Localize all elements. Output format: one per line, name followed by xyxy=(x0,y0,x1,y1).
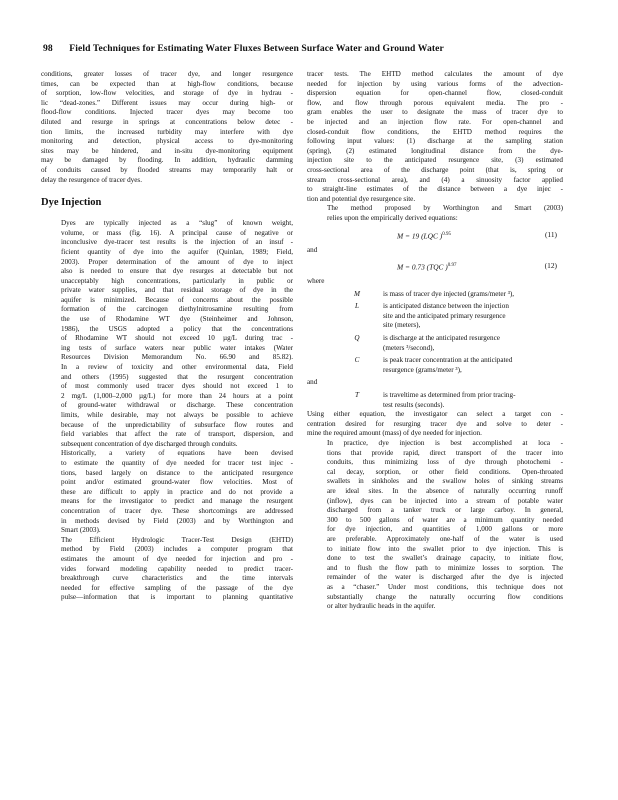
left-column xyxy=(41,70,293,603)
text-line: injection site to the anticipated resurgence site, (3) estimated xyxy=(307,156,563,165)
text-line: stream cross-sectional area), and (4) a sinuosity factor applied xyxy=(307,175,563,184)
text-line: ing tests of surface waters near public water intakes (Water xyxy=(61,343,293,352)
text-line: In practice, dye injection is best accomplished at loca - xyxy=(327,439,563,447)
text-line: substantially change the naturally occurring flow conditions xyxy=(327,592,563,601)
running-header xyxy=(43,43,444,54)
text-line: remainder of the water is discharged after the dye is injected xyxy=(327,573,563,582)
paragraph-right-1 xyxy=(307,70,563,204)
text-line: (meters ³/second), xyxy=(383,343,435,352)
text-line: following input values: (1) discharge at the sampling station xyxy=(307,137,563,146)
conjunction-and-2: and xyxy=(307,378,318,387)
text-line: site and the anticipated primary resurgence xyxy=(383,311,506,320)
text-line: are preferable. Approximately one-half of the water is used xyxy=(327,534,563,543)
text-line: Dyes are typically injected as a “slug” of known weight, xyxy=(61,219,293,228)
text-line: as a “chaser.” Under most conditions, this technique does not xyxy=(327,582,563,591)
text-line: cal decay, sorption, or other field conditions. Open-throated xyxy=(327,467,563,476)
equation-12-exponent: 0.97 xyxy=(447,263,457,269)
text-line: is mass of tracer dye injected (grams/meter ³), xyxy=(383,289,515,298)
equation-11-formula: M = 19 (LQC ) xyxy=(397,230,443,240)
text-line: because of the unpredictability of subsurface flow routes and xyxy=(61,420,293,429)
equation-11-number: (11) xyxy=(544,229,557,239)
text-line: diluted and resurge in springs at concentrations below detec - xyxy=(41,117,293,126)
text-line: of most commonly used tracer dyes should not exceed 1 to xyxy=(61,382,293,391)
text-line: to straight-line estimates of the distance between a dye injec - xyxy=(307,185,563,194)
text-line: swallets in sinkholes and the swallow holes of sinking streams xyxy=(327,477,563,486)
text-line: of sorption, low-flow velocities, and storage of dye in hydrau - xyxy=(41,89,293,98)
definition-M xyxy=(307,290,563,300)
text-line: also is needed to ensure that dye resurges at detectable but not xyxy=(61,267,293,276)
text-line: and others (1995) suggested that the resurgent concentration xyxy=(61,372,293,381)
section-heading-dye-injection: Dye Injection xyxy=(41,197,102,209)
text-line: private water supplies, and that residual storage of dye in the xyxy=(61,286,293,295)
definition-T xyxy=(307,391,563,410)
paragraph-left-1 xyxy=(41,70,293,185)
text-line: times, can be expected than at high-flow conditions, because xyxy=(41,79,293,88)
text-line: estimates the amount of dye needed for injection and pro - xyxy=(61,554,293,563)
definition-Q xyxy=(307,334,563,353)
text-line: is traveltime as determined from prior tracing- xyxy=(383,391,516,400)
text-line: The method proposed by Worthington and Smart (2003) xyxy=(327,204,563,213)
paragraph-left-4 xyxy=(41,536,293,603)
text-line: closed-conduit flow conditions, the EHTD method requires the xyxy=(307,127,563,136)
text-line: Resources Division Memorandum No. 66.90 and 85.82). xyxy=(61,353,293,362)
text-line: these are difficult to apply in practice and do not provide a xyxy=(61,487,293,496)
text-line: centration desired for resurging tracer dye and solve to deter - xyxy=(307,419,563,428)
text-line: relies upon the empirically derived equations: xyxy=(327,213,458,222)
text-line: done to test the swallet’s drainage capacity, to initiate flow, xyxy=(327,554,563,563)
definition-L xyxy=(307,302,563,331)
text-line: tions, based largely on distance to the anticipated resurgence xyxy=(61,468,293,477)
text-line: vides forward modeling capability needed to predict tracer- xyxy=(61,564,293,573)
text-line: sites may be hindered, and in-situ dye-monitoring equipment xyxy=(41,146,293,155)
paragraph-right-3 xyxy=(307,410,563,439)
definition-symbol: L xyxy=(355,302,359,311)
text-line: or alter hydraulic heads in the aquifer. xyxy=(327,602,436,611)
text-line: to initiate flow into the swallet prior to dye injection. This is xyxy=(327,544,563,553)
text-line: test results (seconds). xyxy=(383,400,445,409)
paragraph-right-2 xyxy=(307,204,563,223)
text-line: breakthrough curve characteristics and the time intervals xyxy=(61,574,293,583)
equation-11-exponent: 0.95 xyxy=(442,231,451,237)
text-line: tion limits, the increased turbidity may interfere with dye xyxy=(41,127,293,136)
definition-symbol: T xyxy=(355,391,359,400)
text-line: for dye injection, and quantities of 1,000 gallons or more xyxy=(327,525,563,534)
text-line: formation of the carcinogen diethylnitrosamine resulting from xyxy=(61,305,293,314)
text-line: unacceptably high concentrations, particularly in public or xyxy=(61,276,293,285)
text-line: is peak tracer concentration at the anticipated xyxy=(383,356,513,365)
text-line: to estimate the quantity of dye needed for tracer test injec - xyxy=(61,458,293,467)
paragraph-right-4 xyxy=(307,439,563,612)
text-line: is discharge at the anticipated resurgence xyxy=(383,334,500,343)
text-line: ficient quantity of dye into the aquifer (Quinlan, 1989; Field, xyxy=(61,247,293,256)
text-line: pulse—information that is important to planning quantitative xyxy=(61,593,293,602)
text-line: Smart (2003). xyxy=(61,526,101,535)
variable-definitions xyxy=(307,290,563,376)
text-line: point and/or estimated ground-water flow velocities. Most of xyxy=(61,478,293,487)
text-line: of ground-water withdrawal or discharge. These concentration xyxy=(61,401,293,410)
text-line: means for the investigator to predict and manage the resurgent xyxy=(61,497,293,506)
text-line: may be damaged by flooding. In addition, hydraulic damming xyxy=(41,156,293,165)
text-line: needed for injection by using various forms of the advection- xyxy=(307,79,563,88)
text-line: The Efficient Hydrologic Tracer-Test Design (EHTD) xyxy=(61,535,293,544)
text-line: are ideal sites. In the absence of naturally occurring runoff xyxy=(327,486,563,495)
text-line: needed for effective sampling of the passage of the dye xyxy=(61,583,293,592)
text-line: monitoring and detection, physical access to dye-monitoring xyxy=(41,137,293,146)
text-line: and to flush the flow path to minimize losses to sorption. The xyxy=(327,563,563,572)
definition-symbol: C xyxy=(354,356,360,365)
page-number: 98 xyxy=(43,43,53,54)
equation-11 xyxy=(307,224,563,246)
text-line: inconclusive dye-tracer test results is the injection of an insuf - xyxy=(61,238,293,247)
text-line: resurgence (grams/meter ³), xyxy=(383,365,462,374)
text-line: Historically, a variety of equations have been devised xyxy=(61,449,293,458)
text-line: tracer tests. The EHTD method calculates the amount of dye xyxy=(307,70,563,78)
text-line: cross-sectional area of the discharge point (that is, spring or xyxy=(307,165,563,174)
definition-C xyxy=(307,356,563,375)
text-line: In a review of toxicity and other environmental data, Field xyxy=(61,363,293,372)
right-column xyxy=(307,70,563,612)
text-line: discharged from a tanker truck or large carboy. In general, xyxy=(327,506,563,515)
text-line: volume, or mass (fig. 16). A principal cause of negative or xyxy=(61,228,293,237)
text-line: flow, and flow through porous equivalent media. The pro - xyxy=(307,98,563,107)
text-line: the use of Rhodamine WT dye (Steinheimer and Johnson, xyxy=(61,315,293,324)
equation-12 xyxy=(307,255,563,277)
text-line: mine the required amount (mass) of dye needed for injection. xyxy=(307,429,482,438)
text-line: 2003). Proper determination of the amount of dye to inject xyxy=(61,257,293,266)
text-line: field variables that affect the rate of transport, dispersion, and xyxy=(61,430,293,439)
text-line: concentration of tracer dye. These shortcomings are addressed xyxy=(61,506,293,515)
text-line: be injected and an injection flow rate. For open-channel and xyxy=(307,117,563,126)
text-line: 2 mg/L (1,000–2,000 µg/L) for more than 24 hours at a point xyxy=(61,391,293,400)
text-line: site (meters), xyxy=(383,321,421,330)
text-line: tions that provide rapid, direct transport of the tracer into xyxy=(327,448,563,457)
text-line: of conduits caused by flooded streams may temporarily halt or xyxy=(41,165,293,174)
text-line: conditions, greater losses of tracer dye, and longer resurgence xyxy=(41,70,293,78)
conjunction-and: and xyxy=(307,245,318,254)
definition-symbol: Q xyxy=(354,334,360,343)
text-line: flood-flow conditions. Injected tracer dyes may become too xyxy=(41,108,293,117)
text-line: limits, while desirable, may not always be possible to achieve xyxy=(61,411,293,419)
running-title: Field Techniques for Estimating Water Fluxes Between Surface Water and Ground Water xyxy=(69,43,444,54)
text-line: delay the resurgence of tracer dyes. xyxy=(41,175,142,184)
text-line: gram enables the user to designate the mass of tracer dye to xyxy=(307,108,563,117)
equation-12-formula: M = 0.73 (TQC ) xyxy=(397,262,448,272)
text-line: subsequent concentration of dye discharged through conduits. xyxy=(61,439,238,448)
text-line: dispersion equation for open-channel flow, closed-conduit xyxy=(307,89,563,98)
text-line: of Rhodamine WT should not exceed 10 µg/L during trac - xyxy=(61,334,293,343)
paragraph-left-2 xyxy=(41,219,293,449)
text-line: conduits, thus minimizing loss of dye through photochemi - xyxy=(327,458,563,467)
text-line: in methods devised by Field (2003) and by Worthington and xyxy=(61,516,293,525)
text-line: (inflow), dyes can be injected into a stream of potable water xyxy=(327,496,563,505)
text-line: is anticipated distance between the injection xyxy=(383,302,509,311)
definition-symbol: M xyxy=(354,289,360,298)
equation-12-number: (12) xyxy=(544,261,557,271)
where-label: where xyxy=(307,277,325,286)
text-line: lic “dead-zones.” Different issues may occur during high- or xyxy=(41,98,293,107)
text-line: method by Field (2003) includes a computer program that xyxy=(61,545,293,554)
text-line: (spring), (2) estimated longitudinal distance from the dye- xyxy=(307,146,563,155)
text-line: aquifer is minimized. Because of concerns about the possible xyxy=(61,295,293,304)
text-line: tion and potential dye resurgence site. xyxy=(307,194,416,203)
text-line: 300 to 500 gallons of water are a minimum quantity needed xyxy=(327,515,563,524)
text-line: Using either equation, the investigator can select a target con - xyxy=(307,410,563,419)
paragraph-left-3 xyxy=(41,449,293,535)
text-line: 1986), the USGS adopted a policy that the concentrations xyxy=(61,324,293,333)
